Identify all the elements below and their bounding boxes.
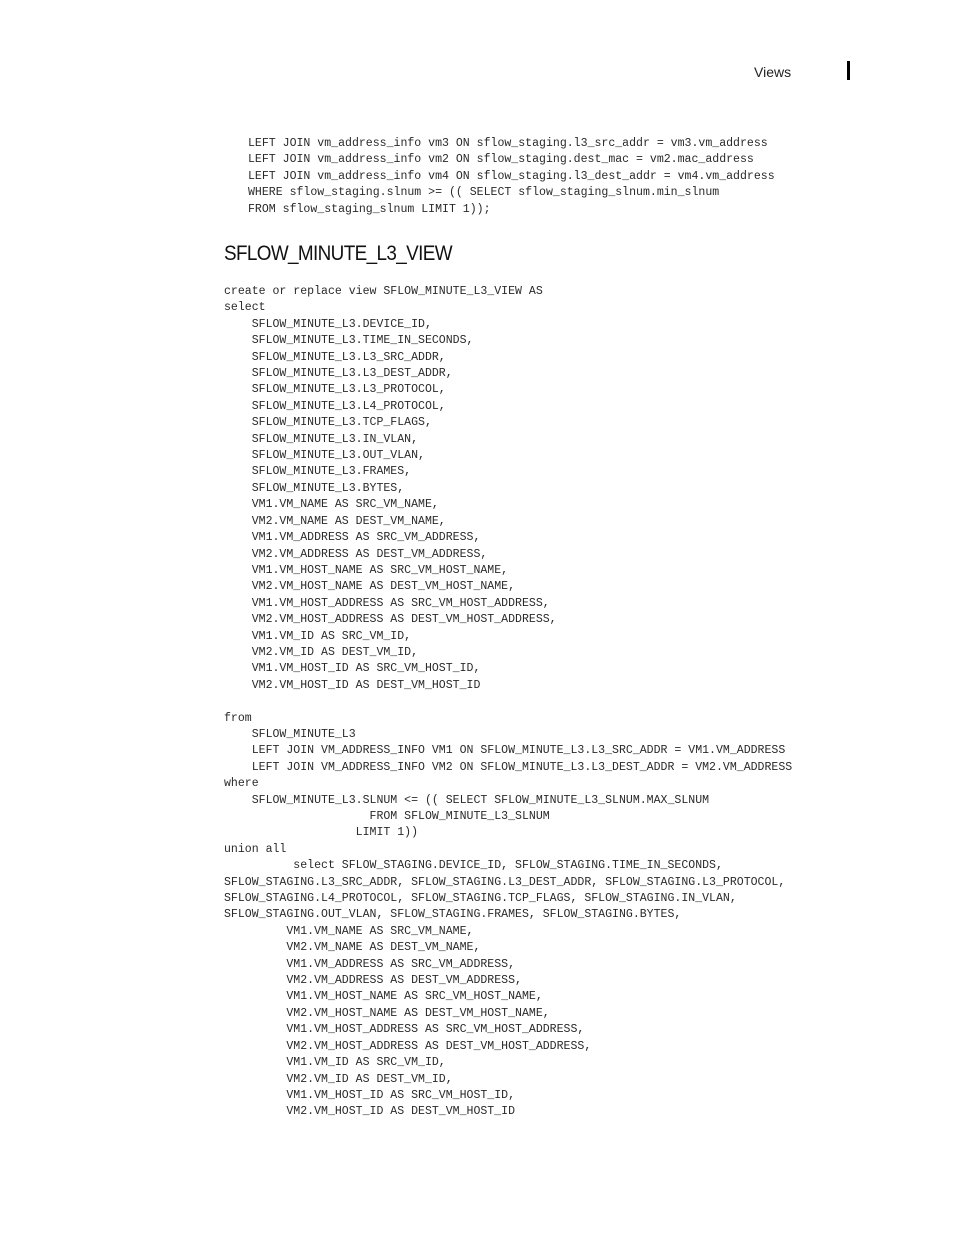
code-block-continuation: LEFT JOIN vm_address_info vm3 ON sflow_staging.l3_src_addr = vm3.vm_address LEFT JOIN vm_address_info vm2 ON sflow_staging.dest_mac = vm2.mac_address LEFT JOIN vm_address_info vm4 ON sflow_staging.l3_dest_addr = vm4.vm_address WHERE sflow_staging.slnum >= (( SELECT sflow_staging_slnum.min_slnum FROM sflow_staging_slnum LIMIT 1)); (248, 137, 775, 216)
section-heading: SFLOW_MINUTE_L3_VIEW (224, 242, 452, 265)
header-marker-bar (847, 61, 850, 80)
code-block-view-definition: create or replace view SFLOW_MINUTE_L3_VIEW AS select SFLOW_MINUTE_L3.DEVICE_ID, SFLOW_MINUTE_L3.TIME_IN_SECONDS, SFLOW_MINUTE_L3.L3_SRC_ADDR, SFLOW_MINUTE_L3.L3_DEST_ADDR, SFLOW_MINUTE_L3.L3_PROTOCOL, SFLOW_MINUTE_L3.L4_PROTOCOL, SFLOW_MINUTE_L3.TCP_FLAGS, SFLOW_MINUTE_L3.IN_VLAN, SFLOW_MINUTE_L3.OUT_VLAN, SFLOW_MINUTE_L3.FRAMES, SFLOW_MINUTE_L3.BYTES, VM1.VM_NAME AS SRC_VM_NAME, VM2.VM_NAME AS DEST_VM_NAME, VM1.VM_ADDRESS AS SRC_VM_ADDRESS, VM2.VM_ADDRESS AS DEST_VM_ADDRESS, VM1.VM_HOST_NAME AS SRC_VM_HOST_NAME, VM2.VM_HOST_NAME AS DEST_VM_HOST_NAME, VM1.VM_HOST_ADDRESS AS SRC_VM_HOST_ADDRESS, VM2.VM_HOST_ADDRESS AS DEST_VM_HOST_ADDRESS, VM1.VM_ID AS SRC_VM_ID, VM2.VM_ID AS DEST_VM_ID, VM1.VM_HOST_ID AS SRC_VM_HOST_ID, VM2.VM_HOST_ID AS DEST_VM_HOST_ID from SFLOW_MINUTE_L3 LEFT JOIN VM_ADDRESS_INFO VM1 ON SFLOW_MINUTE_L3.L3_SRC_ADDR = VM1.VM_ADDRESS LEFT JOIN VM_ADDRESS_INFO VM2 ON SFLOW_MINUTE_L3.L3_DEST_ADDR = VM2.VM_ADDRESS where SFLOW_MINUTE_L3.SLNUM <= (( SELECT SFLOW_MINUTE_L3_SLNUM.MAX_SLNUM FROM SFLOW_MINUTE_L3_SLNUM LIMIT 1)) union all select SFLOW_STAGING.DEVICE_ID, SFLOW_STAGING.TIME_IN_SECONDS, SFLOW_STAGING.L3_SRC_ADDR, SFLOW_STAGING.L3_DEST_ADDR, SFLOW_STAGING.L3_PROTOCOL, SFLOW_STAGING.L4_PROTOCOL, SFLOW_STAGING.TCP_FLAGS, SFLOW_STAGING.IN_VLAN, SFLOW_STAGING.OUT_VLAN, SFLOW_STAGING.FRAMES, SFLOW_STAGING.BYTES, VM1.VM_NAME AS SRC_VM_NAME, VM2.VM_NAME AS DEST_VM_NAME, VM1.VM_ADDRESS AS SRC_VM_ADDRESS, VM2.VM_ADDRESS AS DEST_VM_ADDRESS, VM1.VM_HOST_NAME AS SRC_VM_HOST_NAME, VM2.VM_HOST_NAME AS DEST_VM_HOST_NAME, VM1.VM_HOST_ADDRESS AS SRC_VM_HOST_ADDRESS, VM2.VM_HOST_ADDRESS AS DEST_VM_HOST_ADDRESS, VM1.VM_ID AS SRC_VM_ID, VM2.VM_ID AS DEST_VM_ID, VM1.VM_HOST_ID AS SRC_VM_HOST_ID, VM2.VM_HOST_ID AS DEST_VM_HOST_ID (224, 285, 793, 1119)
running-header-section-label: Views (754, 64, 792, 80)
